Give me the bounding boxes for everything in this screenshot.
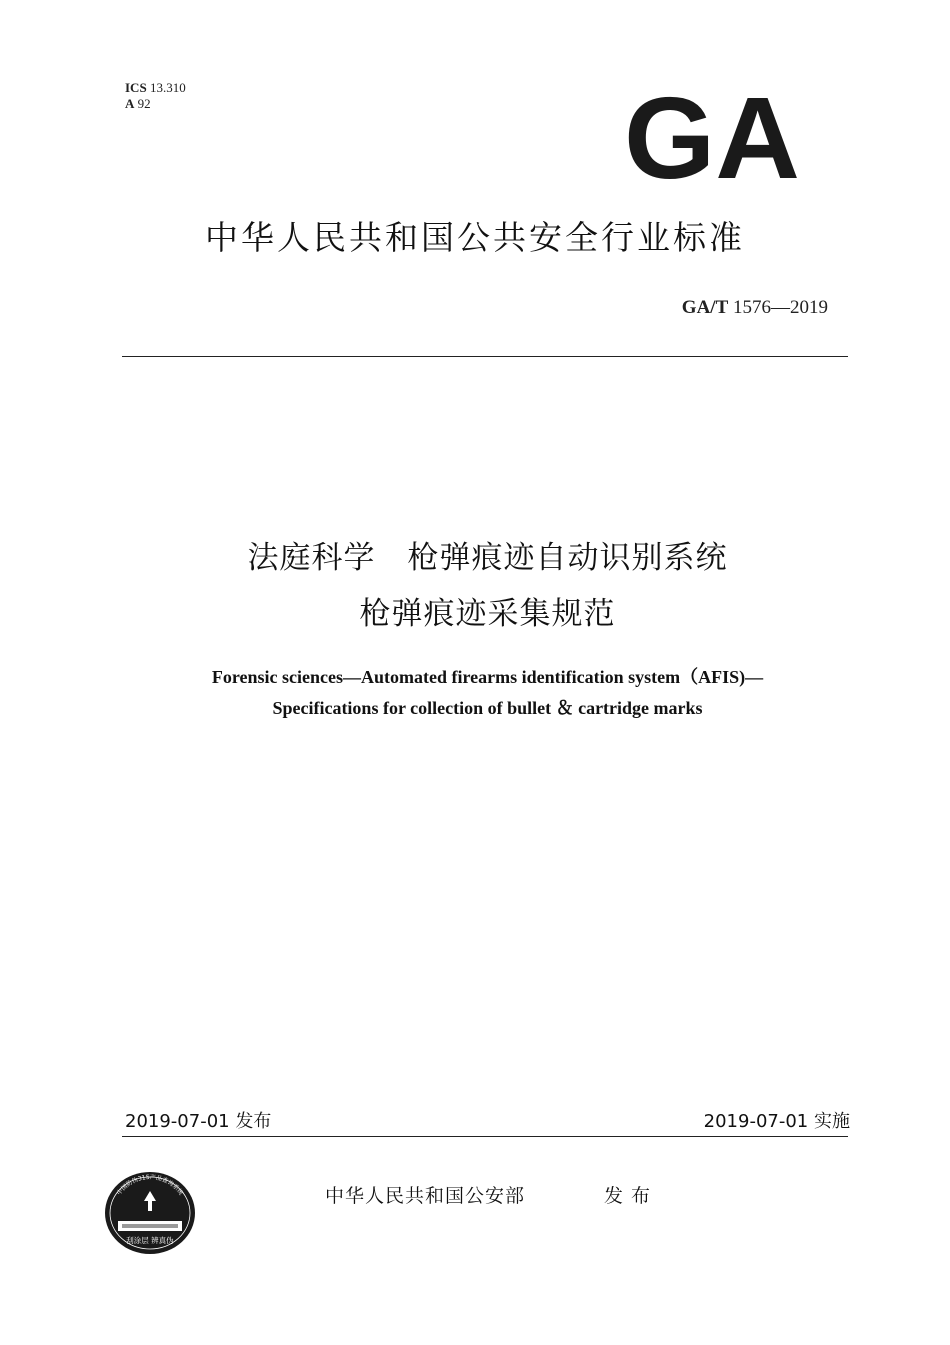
issuing-organization: 中华人民共和国公安部 [325,1185,526,1207]
standard-category-name: 中华人民共和国公共安全行业标准 [205,218,745,257]
ics-code: 13.310 [149,80,186,95]
standard-code [682,297,828,319]
title-cn-line-1: 法庭科学 枪弹痕迹自动识别系统 [247,540,728,576]
standard-code-prefix: GA/T [681,297,729,318]
issue-action: 发布 [604,1185,659,1207]
issue-date: 2019-07-01 发布 [125,1111,272,1132]
title-cn-line-2: 枪弹痕迹采集规范 [359,596,616,632]
anti-counterfeit-seal [100,1163,200,1255]
svg-text:GA: GA [624,88,800,184]
svg-text:刮涂层 辨真伪: 刮涂层 辨真伪 [126,1236,174,1245]
ics-line [125,80,186,96]
standard-code-number: 1576—2019 [733,297,828,318]
implementation-date: 2019-07-01 实施 [703,1111,850,1132]
title-en-line-2: Specifications for collection of bullet ＆ cartridge marks [272,698,703,718]
ics-label: ICS [125,80,147,95]
title-en-line-1: Forensic sciences—Automated firearms identification system（AFIS)— [211,667,764,687]
classification-codes [125,80,186,112]
bottom-divider [122,1136,848,1137]
ga-logo [622,88,802,184]
ccs-label: A [125,96,135,111]
ccs-line [125,96,186,112]
svg-text:中国防伪315产品查询系统: 中国防伪315产品查询系统 [115,1173,185,1197]
top-divider [122,356,848,357]
ccs-code: 92 [137,96,151,111]
